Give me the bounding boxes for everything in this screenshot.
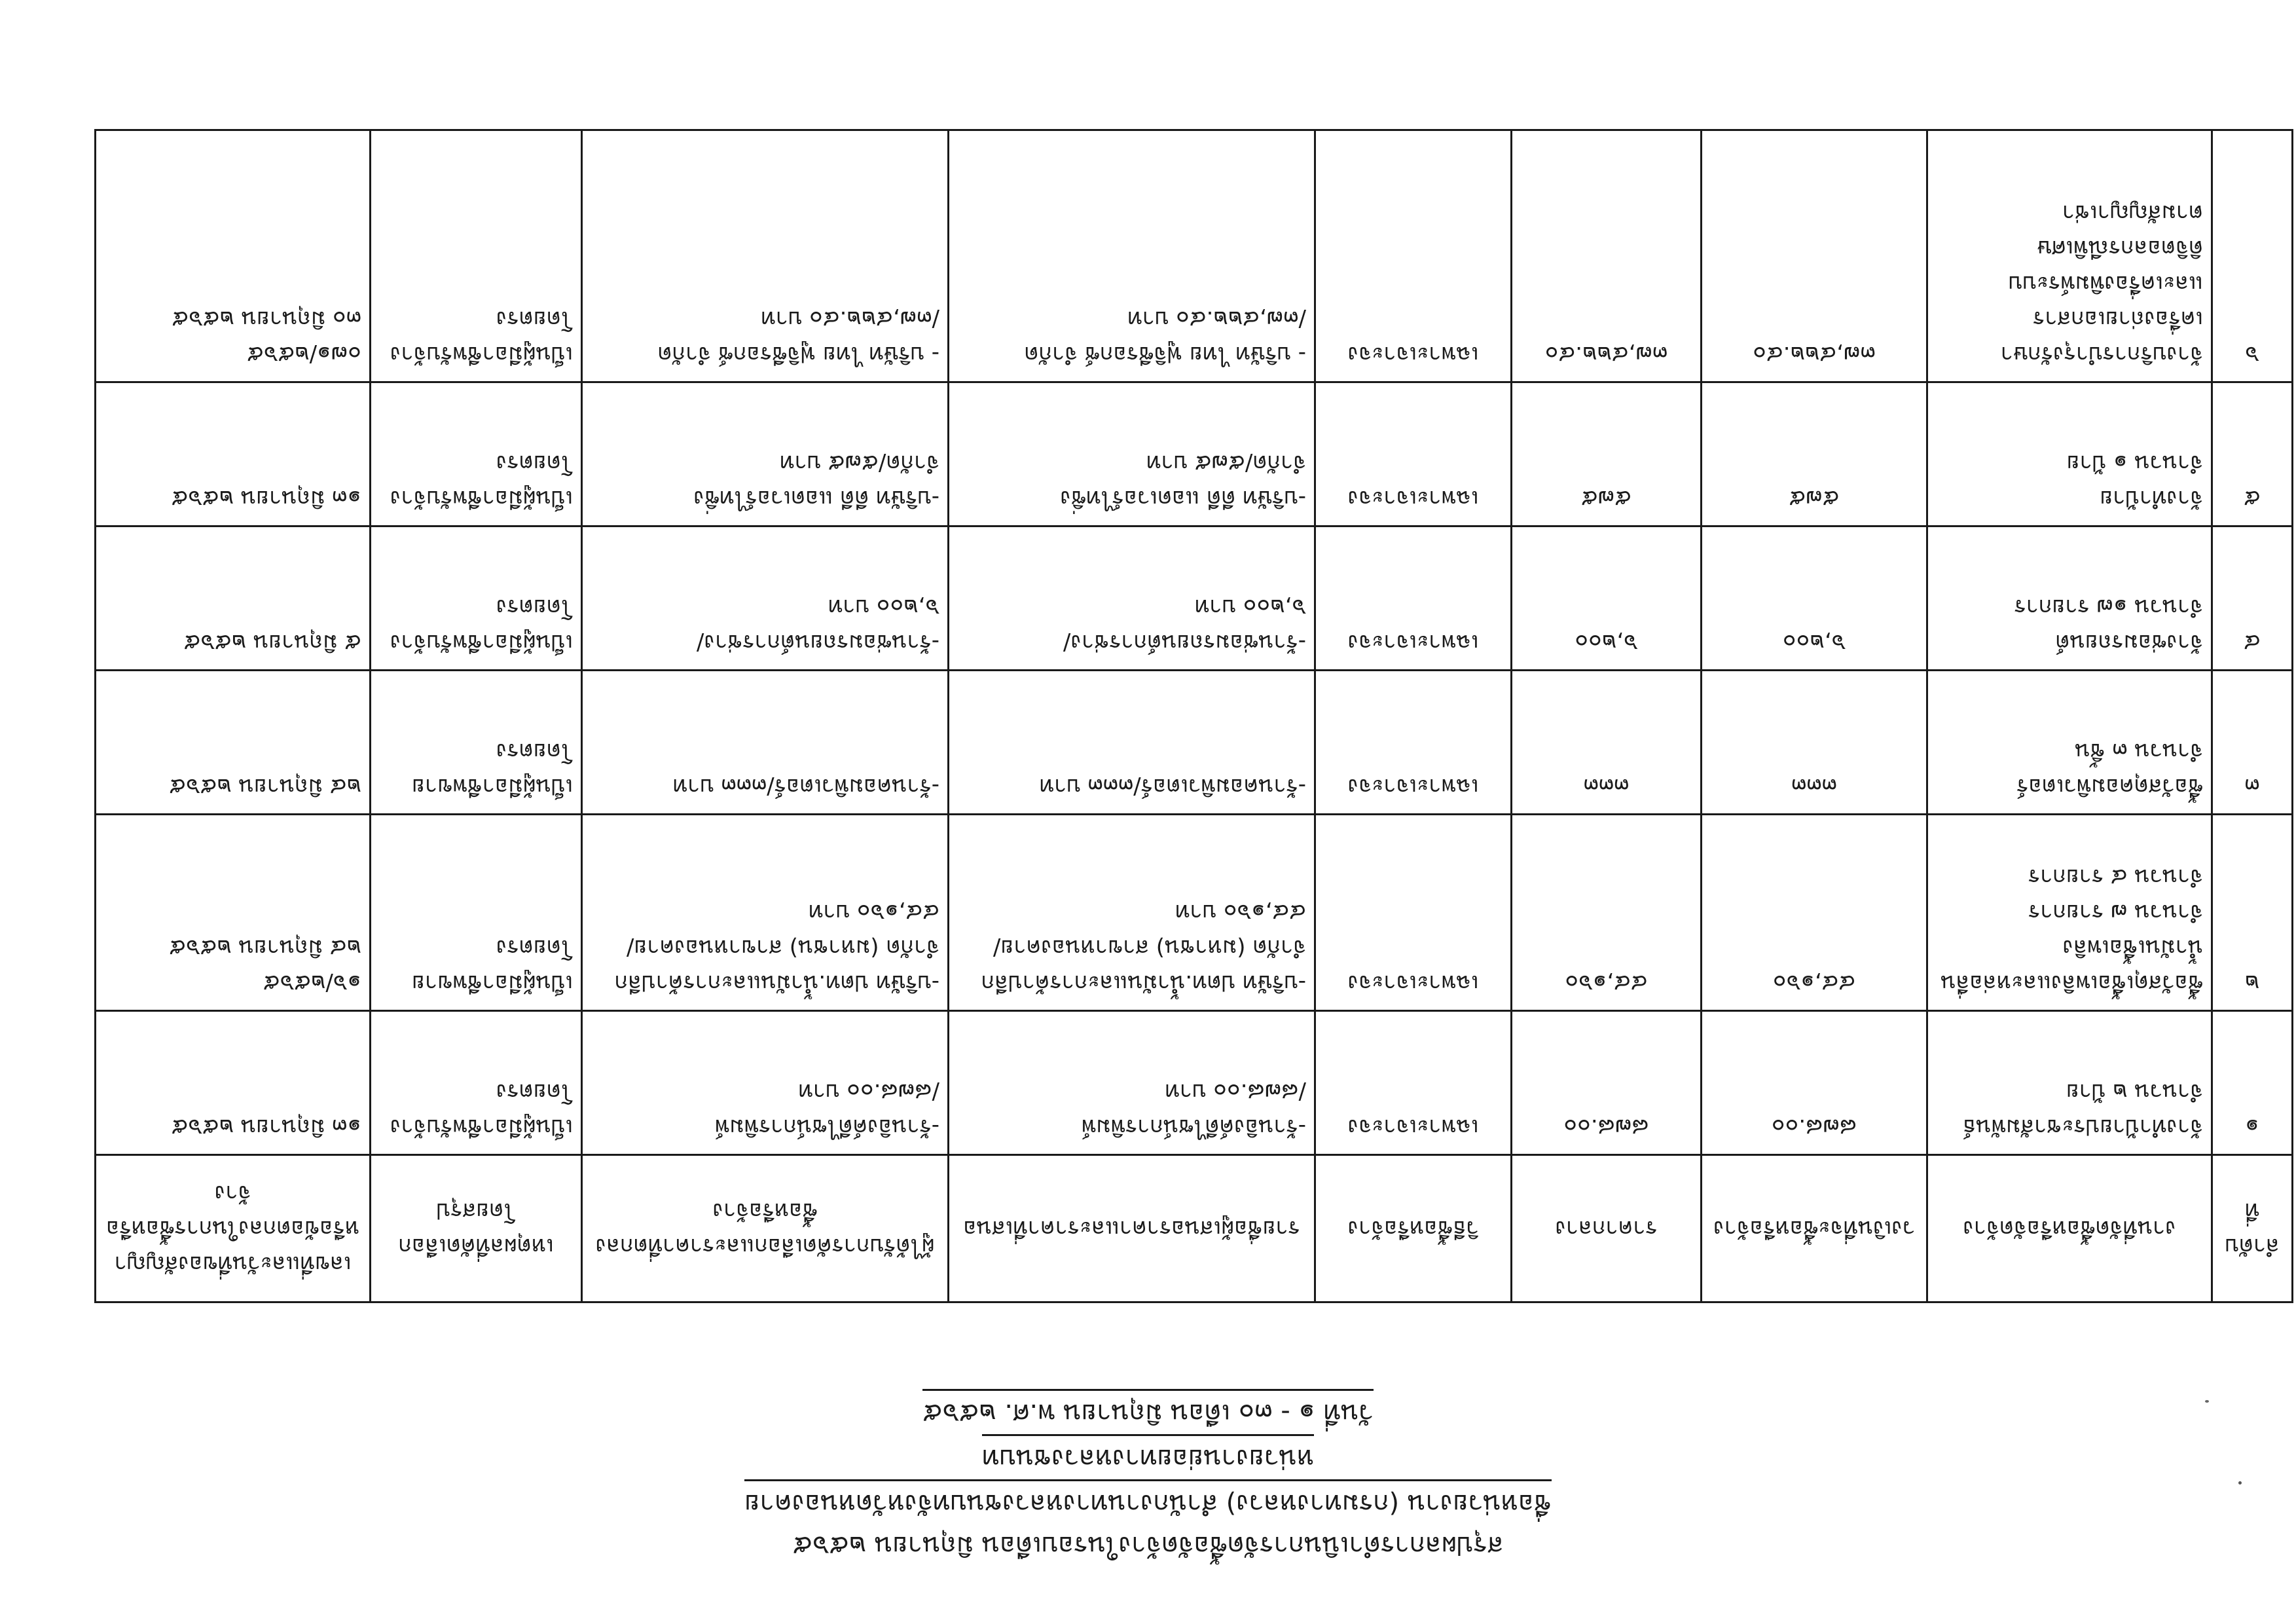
organization-name: ชื่อหน่วยงาน (กรมทางหลวง) สำนักงานทางหลวงชนบทจังหวัดหนองคาย [744,1479,1552,1524]
bidders-cell: -ร้านคอมพิวเตอร์/๓๓๓ บาท [949,671,1315,815]
col-header-bidders: รายชื่อผู้เสนอราคาและราคาที่เสนอ [949,1155,1315,1302]
bidders-cell: -ร้านซ่อมรถยนต์การช่าง/ ๖,๒๐๐ บาท [949,526,1315,671]
contract-cell: ๐๗๑/๒๕๖๕ ๓๐ มิถุนายน ๒๕๖๕ [96,130,371,382]
reason-cell: เป็นผู้มีอาชีพรับจ้าง โดยตรง [371,130,582,382]
reason-cell: เป็นผู้มีอาชีพขาย โดยตรง [371,671,582,815]
table-header-row [96,1155,2293,1302]
contract-cell: ๒๔ มิถุนายน ๒๕๖๕ [96,671,371,815]
report-period: วันที่ ๑ - ๓๐ เดือน มิถุนายน พ.ศ. ๒๕๖๕ [922,1389,1373,1434]
scan-speck [2205,1400,2209,1403]
method-cell: เฉพาะเจาะจง [1315,1011,1512,1155]
median-price-cell: ๖,๒๐๐ [1512,526,1702,671]
winner-cell: -บริษัท ดีดี แอดเวอร์ไทซิ่ง จำกัด/๕๗๕ บาท [582,382,949,526]
bidders-cell: -บริษัท ดีดี แอดเวอร์ไทซิ่ง จำกัด/๕๗๕ บาท [949,382,1315,526]
contract-cell: ๑๓ มิถุนายน ๒๕๖๕ [96,1011,371,1155]
item-cell: ซื้อวัสดุเชื้อเพลิงและหล่อลื่น น้ำมันเชื้อเพลิง จำนวน ๗ รายการ จำนวน ๔ รายการ [1927,815,2212,1011]
budget-cell: ๓๓๓ [1702,671,1927,815]
contract-cell: ๑๖/๒๕๖๕ ๒๔ มิถุนายน ๒๕๖๕ [96,815,371,1011]
method-cell: เฉพาะเจาะจง [1315,815,1512,1011]
row-number: ๓ [2212,671,2293,815]
budget-cell: ๖,๒๐๐ [1702,526,1927,671]
table-row [96,130,2293,382]
table-row [96,1011,2293,1155]
reason-cell: เป็นผู้มีอาชีพรับจ้าง โดยตรง [371,382,582,526]
table-row [96,671,2293,815]
row-number: ๖ [2212,130,2293,382]
col-header-winner: ผู้ได้รับการคัดเลือกและราคาที่ตกลงซื้อหรือจ้าง [582,1155,949,1302]
col-header-no: ลำดับที่ [2212,1155,2293,1302]
winner-cell: -บริษัท ปตท.น้ำมันและการค้าปลีก จำกัด (มหาชน) สาขาหนองคาย/ ๔๔,๑๖๐ บาท [582,815,949,1011]
median-price-cell: ๕๗๕ [1512,382,1702,526]
contract-cell: ๕ มิถุนายน ๒๕๖๕ [96,526,371,671]
row-number: ๔ [2212,526,2293,671]
budget-cell: ๔๔,๑๖๐ [1702,815,1927,1011]
median-price-cell: ๓๗,๔๒๒.๔๐ [1512,130,1702,382]
budget-cell: ๓๗,๔๒๒.๔๐ [1702,130,1927,382]
item-cell: ซื้อวัสดุคอมพิวเตอร์ จำนวน ๓ ชิ้น [1927,671,2212,815]
col-header-contract: เลขที่และวันที่ของสัญญาหรือข้อตกลงในการซื้อหรือจ้าง [96,1155,371,1302]
col-header-median-price: ราคากลาง [1512,1155,1702,1302]
document-header [0,1389,2296,1566]
item-cell: จ้างทำป้าย จำนวน ๑ ป้าย [1927,382,2212,526]
method-cell: เฉพาะเจาะจง [1315,526,1512,671]
scan-speck [2238,1481,2242,1485]
table-row [96,526,2293,671]
method-cell: เฉพาะเจาะจง [1315,130,1512,382]
bidders-cell: - บริษัท ไทย ฟูจิซีรอกซ์ จำกัด /๓๗,๔๒๒.๔๐ บาท [949,130,1315,382]
budget-cell: ๘๗๘.๐๐ [1702,1011,1927,1155]
report-title: สรุปผลการดำเนินการจัดซื้อจัดจ้างในรอบเดือน มิถุนายน ๒๕๖๕ [792,1530,1504,1560]
median-price-cell: ๘๗๘.๐๐ [1512,1011,1702,1155]
unit-name: หน่วยงานย่อยทางหลวงชนบท [982,1434,1314,1479]
table-row [96,815,2293,1011]
winner-cell: -ร้านคอมพิวเตอร์/๓๓๓ บาท [582,671,949,815]
bidders-cell: -บริษัท ปตท.น้ำมันและการค้าปลีก จำกัด (มหาชน) สาขาหนองคาย/ ๔๔,๑๖๐ บาท [949,815,1315,1011]
col-header-reason: เหตุผลที่คัดเลือกโดยสรุป [371,1155,582,1302]
winner-cell: -ร้านอิงค์ดีไซน์การพิมพ์ /๘๗๘.๐๐ บาท [582,1011,949,1155]
item-cell: จ้างทำป้ายประชาสัมพันธ์ จำนวน ๒ ป้าย [1927,1011,2212,1155]
col-header-item: งานที่จัดซื้อหรือจัดจ้าง [1927,1155,2212,1302]
table-row [96,382,2293,526]
row-number: ๒ [2212,815,2293,1011]
bidders-cell: -ร้านอิงค์ดีไซน์การพิมพ์ /๘๗๘.๐๐ บาท [949,1011,1315,1155]
budget-cell: ๕๗๕ [1702,382,1927,526]
reason-cell: เป็นผู้มีอาชีพขาย โดยตรง [371,815,582,1011]
winner-cell: -ร้านซ่อมรถยนต์การช่าง/ ๖,๒๐๐ บาท [582,526,949,671]
reason-cell: เป็นผู้มีอาชีพรับจ้าง โดยตรง [371,526,582,671]
col-header-budget: วงเงินที่จะซื้อหรือจ้าง [1702,1155,1927,1302]
winner-cell: - บริษัท ไทย ฟูจิซีรอกซ์ จำกัด /๓๗,๔๒๒.๔๐ บาท [582,130,949,382]
procurement-summary-table [94,129,2293,1303]
method-cell: เฉพาะเจาะจง [1315,382,1512,526]
method-cell: เฉพาะเจาะจง [1315,671,1512,815]
col-header-method: วิธีซื้อหรือจ้าง [1315,1155,1512,1302]
contract-cell: ๑๓ มิถุนายน ๒๕๖๕ [96,382,371,526]
row-number: ๑ [2212,1011,2293,1155]
row-number: ๕ [2212,382,2293,526]
median-price-cell: ๓๓๓ [1512,671,1702,815]
item-cell: จ้างซ่อมรถยนต์ จำนวน ๑๗ รายการ [1927,526,2212,671]
reason-cell: เป็นผู้มีอาชีพรับจ้าง โดยตรง [371,1011,582,1155]
median-price-cell: ๔๔,๑๖๐ [1512,815,1702,1011]
item-cell: จ้างบริการบำรุงรักษา เครื่องถ่ายเอกสาร และเครื่องพิมพ์ระบบ ดิจิตอลกรณีพิเศษ ตามสัญญาเช่า [1927,130,2212,382]
